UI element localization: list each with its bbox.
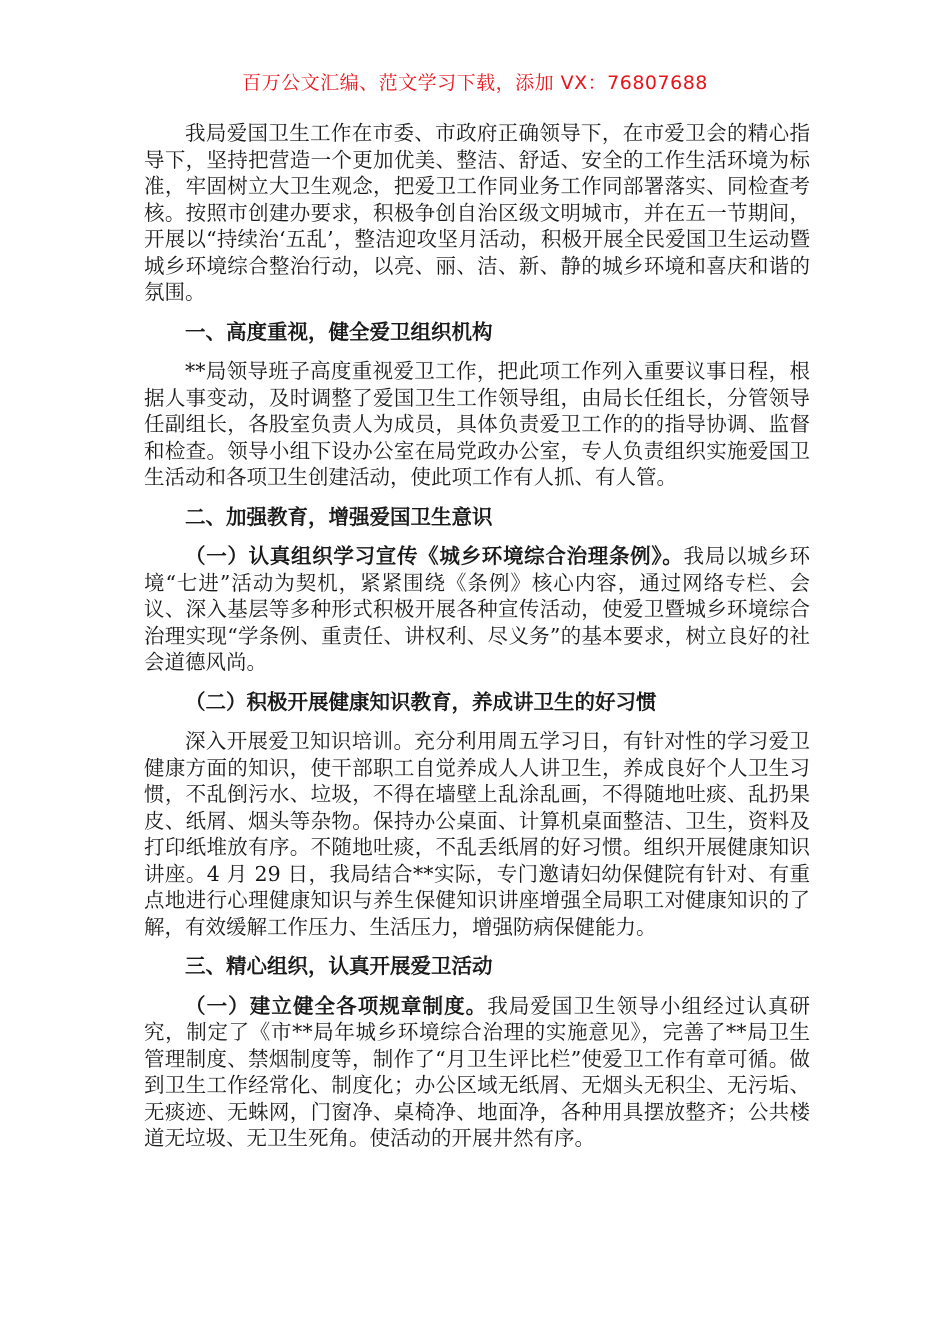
section-2-item-1-paragraph <box>144 543 810 676</box>
section-3-item-1-lead: （一）建立健全各项规章制度。 <box>185 993 488 1018</box>
download-banner: 百万公文汇编、范文学习下载，添加 VX：76807688 <box>242 72 708 94</box>
section-1-heading: 一、高度重视，健全爱卫组织机构 <box>185 319 493 344</box>
section-2-item-1-text: 我局以城乡环境“七进”活动为契机，紧紧围绕《条例》核心内容，通过网络专栏、会议、深入基层等多种形式积极开展各种宣传活动，使爱卫暨城乡环境综合治理实现“学条例、重责任、讲权利、尽义务”的基本要求，树立良好的社会道德风尚。 <box>144 544 811 674</box>
section-2-heading: 二、加强教育，增强爱国卫生意识 <box>185 504 493 529</box>
section-2-item-2-paragraph: 深入开展爱卫知识培训。充分利用周五学习日，有针对性的学习爱卫健康方面的知识，使干部职工自觉养成人人讲卫生，养成良好个人卫生习惯，不乱倒污水、垃圾，不得在墙壁上乱涂乱画，不得随地吐痰、乱扔果皮、纸屑、烟头等杂物。保持办公桌面、计算机桌面整洁、卫生，资料及打印纸堆放有序。不随地吐痰，不乱丢纸屑的好习惯。组织开展健康知识讲座。4 月 29 日，我局结合**实际，专门邀请妇幼保健院有针对、有重点地进行心理健康知识与养生保健知识讲座增强全局职工对健康知识的了解，有效缓解工作压力、生活压力，增强防病保健能力。 <box>144 729 810 939</box>
section-3-item-1-text: 我局爱国卫生领导小组经过认真研究，制定了《市**局年城乡环境综合治理的实施意见》，完善了**局卫生管理制度、禁烟制度等，制作了“月卫生评比栏”使爱卫工作有章可循。做到卫生工作经常化、制度化；办公区域无纸屑、无烟头无积尘、无污垢、无痰迹、无蛛网，门窗净、桌椅净、地面净，各种用具摆放整齐；公共楼道无垃圾、无卫生死角。使活动的开展井然有序。 <box>144 993 810 1150</box>
section-2-item-1-lead: （一）认真组织学习宣传《城乡环境综合治理条例》。 <box>185 544 684 568</box>
document-body <box>144 120 810 1152</box>
section-3-item-1-paragraph <box>144 993 810 1152</box>
intro-paragraph: 我局爱国卫生工作在市委、市政府正确领导下，在市爱卫会的精心指导下，坚持把营造一个更加优美、整洁、舒适、安全的工作生活环境为标准，牢固树立大卫生观念，把爱卫工作同业务工作同部署落实、同检查考核。按照市创建办要求，积极争创自治区级文明城市，并在五一节期间，开展以“持续治‘五乱’，整洁迎攻坚月活动，积极开展全民爱国卫生运动暨城乡环境综合整治行动，以亮、丽、洁、新、静的城乡环境和喜庆和谐的氛围。 <box>144 121 810 304</box>
section-3-heading: 三、精心组织，认真开展爱卫活动 <box>185 954 493 978</box>
section-1-paragraph: **局领导班子高度重视爱卫工作，把此项工作列入重要议事日程，根据人事变动，及时调整了爱国卫生工作领导组，由局长任组长，分管领导任副组长，各股室负责人为成员，具体负责爱卫工作的的指导协调、监督和检查。领导小组下设办公室在局党政办公室，专人负责组织实施爱国卫生活动和各项卫生创建活动，使此项工作有人抓、有人管。 <box>144 359 810 489</box>
section-2-item-2-heading: （二）积极开展健康知识教育，养成讲卫生的好习惯 <box>185 689 657 714</box>
